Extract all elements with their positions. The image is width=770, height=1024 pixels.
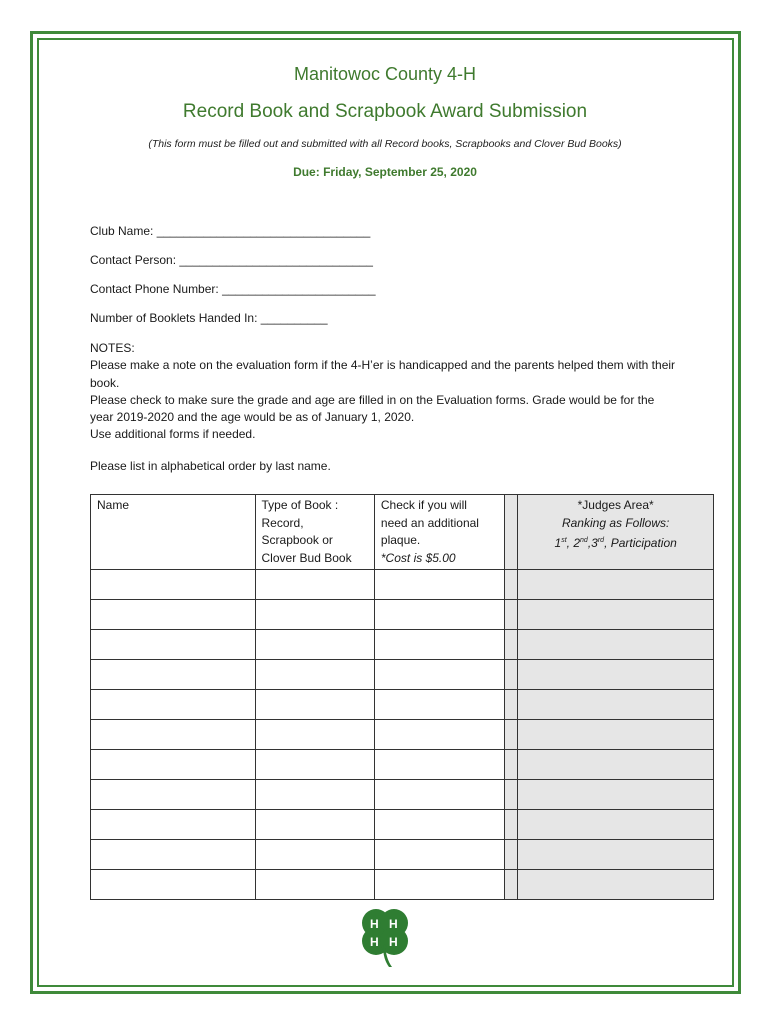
cell-judges (518, 630, 714, 660)
cell-check[interactable] (374, 870, 504, 900)
cell-spacer (505, 630, 518, 660)
cell-type[interactable] (255, 870, 374, 900)
header-type (255, 495, 374, 570)
4-h-clover-logo-icon (352, 904, 418, 968)
svg-text:H: H (370, 917, 379, 931)
list-instruction: Please list in alphabetical order by last name. (90, 459, 331, 473)
rank-third-suffix: rd (597, 537, 605, 544)
table-row (91, 720, 714, 750)
cell-name[interactable] (91, 570, 256, 600)
rank-second: 2 (573, 536, 581, 550)
rank-second-suffix: nd (580, 537, 588, 544)
cell-spacer (505, 810, 518, 840)
cell-name[interactable] (91, 630, 256, 660)
notes-heading: NOTES: (90, 341, 135, 355)
spacer-column (505, 495, 518, 570)
table-row (91, 840, 714, 870)
cell-judges (518, 870, 714, 900)
cell-judges (518, 840, 714, 870)
cell-type[interactable] (255, 690, 374, 720)
cell-check[interactable] (374, 660, 504, 690)
cell-judges (518, 690, 714, 720)
cell-judges (518, 720, 714, 750)
cell-judges (518, 810, 714, 840)
header-check-line: plaque. (380, 533, 421, 547)
judges-ranking-label: Ranking as Follows: (561, 515, 670, 530)
cell-spacer (505, 750, 518, 780)
cell-name[interactable] (91, 780, 256, 810)
header-type-line: Type of Book : (261, 498, 339, 512)
cell-check[interactable] (374, 570, 504, 600)
cell-judges (518, 570, 714, 600)
cell-check[interactable] (374, 630, 504, 660)
header-type-line: Clover Bud Book (261, 550, 352, 565)
table-row (91, 600, 714, 630)
cell-type[interactable] (255, 600, 374, 630)
notes-line-1: Please make a note on the evaluation form if the 4-H’er is handicapped and the parents helped them with their book. (90, 358, 676, 390)
contact-phone-field[interactable]: Contact Phone Number: _______________________ (90, 282, 376, 296)
cell-judges (518, 600, 714, 630)
cell-spacer (505, 570, 518, 600)
cell-type[interactable] (255, 840, 374, 870)
rank-first-suffix: st (561, 537, 567, 544)
form-title: Record Book and Scrapbook Award Submission (182, 101, 588, 122)
cell-name[interactable] (91, 810, 256, 840)
table-row (91, 870, 714, 900)
cell-check[interactable] (374, 600, 504, 630)
cell-name[interactable] (91, 870, 256, 900)
cell-type[interactable] (255, 810, 374, 840)
cell-check[interactable] (374, 840, 504, 870)
judges-ranking-values: 1st, 2nd,3rd, Participation (554, 536, 677, 550)
cell-name[interactable] (91, 660, 256, 690)
notes-section (90, 340, 680, 444)
cell-spacer (505, 690, 518, 720)
notes-line-2: Please check to make sure the grade and age are filled in on the Evaluation forms. Grade would be for the year 2019-2020 and the age would be as of January 1, 2020. (90, 392, 655, 425)
cell-type[interactable] (255, 750, 374, 780)
svg-text:H: H (370, 935, 379, 949)
rank-third: 3 (591, 536, 598, 550)
contact-person-field[interactable]: Contact Person: _____________________________ (90, 253, 373, 267)
cell-check[interactable] (374, 780, 504, 810)
cell-judges (518, 750, 714, 780)
table-row (91, 780, 714, 810)
header-type-line: Scrapbook or (261, 533, 333, 547)
rank-first: 1 (554, 536, 562, 550)
table-row (91, 570, 714, 600)
cell-name[interactable] (91, 690, 256, 720)
cost-note: *Cost is $5.00 (380, 550, 456, 565)
cell-check[interactable] (374, 720, 504, 750)
cell-judges (518, 660, 714, 690)
table-row (91, 750, 714, 780)
svg-text:H: H (389, 935, 398, 949)
submission-table (90, 494, 714, 900)
cell-type[interactable] (255, 630, 374, 660)
cell-type[interactable] (255, 660, 374, 690)
judges-area-header (518, 495, 714, 570)
svg-text:H: H (389, 917, 398, 931)
table-row (91, 690, 714, 720)
cell-check[interactable] (374, 690, 504, 720)
cell-name[interactable] (91, 720, 256, 750)
cell-spacer (505, 720, 518, 750)
form-subtitle: (This form must be filled out and submitted with all Record books, Scrapbooks and Clover Bud Books) (148, 138, 622, 150)
cell-spacer (505, 780, 518, 810)
cell-type[interactable] (255, 570, 374, 600)
cell-spacer (505, 600, 518, 630)
cell-spacer (505, 660, 518, 690)
judges-area-title: *Judges Area* (577, 498, 654, 512)
table-header-row (91, 495, 714, 570)
cell-spacer (505, 840, 518, 870)
cell-name[interactable] (91, 750, 256, 780)
header-name: Name (91, 495, 256, 570)
table-row (91, 810, 714, 840)
cell-type[interactable] (255, 780, 374, 810)
table-row (91, 660, 714, 690)
org-title: Manitowoc County 4-H (293, 64, 477, 84)
cell-type[interactable] (255, 720, 374, 750)
due-date: Due: Friday, September 25, 2020 (293, 165, 477, 179)
cell-check[interactable] (374, 750, 504, 780)
cell-judges (518, 780, 714, 810)
table-row (91, 630, 714, 660)
header-check-line: Check if you will (380, 498, 467, 512)
cell-name[interactable] (91, 600, 256, 630)
cell-spacer (505, 870, 518, 900)
cell-check[interactable] (374, 810, 504, 840)
header-type-line: Record, (261, 515, 304, 530)
rank-participation: Participation (610, 536, 677, 550)
header-check-line: need an additional (380, 515, 479, 530)
header-check (374, 495, 504, 570)
notes-line-3: Use additional forms if needed. (90, 427, 256, 442)
booklets-count-field[interactable]: Number of Booklets Handed In: __________ (90, 311, 328, 325)
cell-name[interactable] (91, 840, 256, 870)
club-name-field[interactable]: Club Name: ________________________________ (90, 224, 371, 238)
